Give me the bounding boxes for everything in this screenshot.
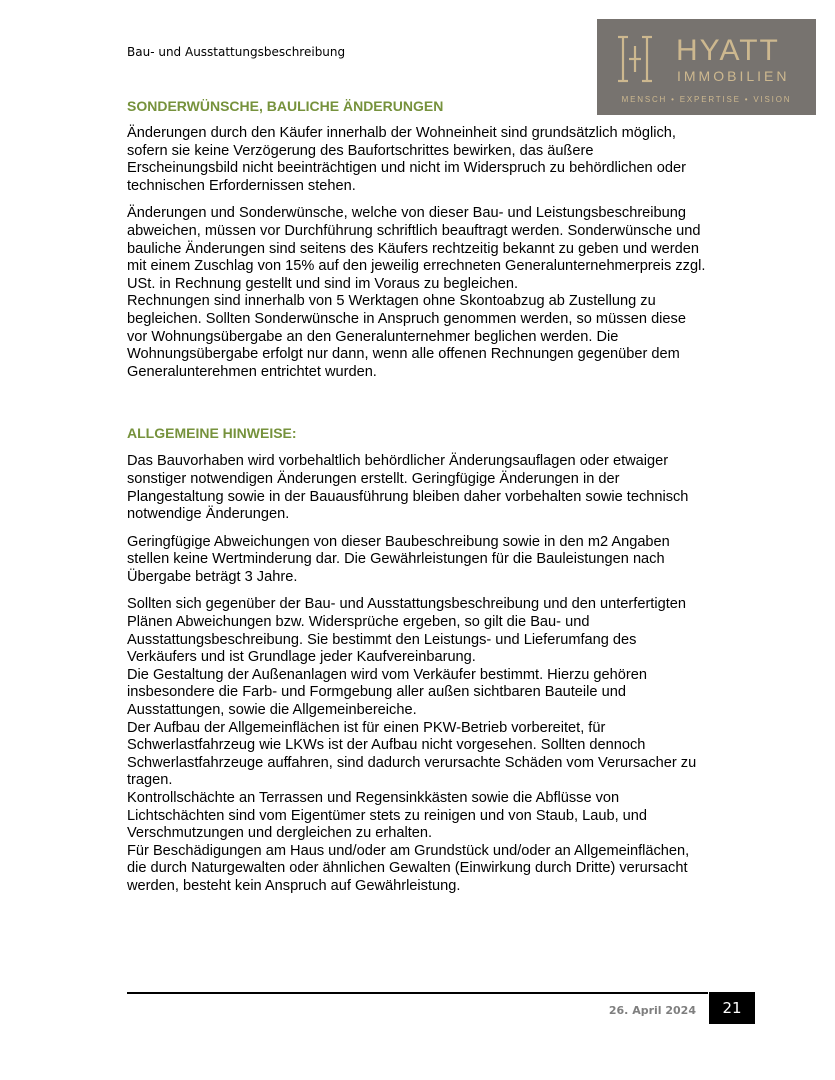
hyatt-monogram-icon — [615, 34, 655, 84]
section-general-notes — [127, 424, 707, 895]
logo-brand-text: HYATT — [676, 34, 780, 67]
paragraph: Das Bauvorhaben wird vorbehaltlich behördlicher Änderungsauflagen oder etwaiger sonstiger notwendigen Änderungen erstellt. Geringfügige Änderungen in der Plangestaltung sowie in der Bauausführung bleiben daher vorbehalten sowie technisch notwendige Änderungen. — [127, 453, 689, 523]
paragraph: Der Aufbau der Allgemeinflächen ist für einen PKW-Betrieb vorbereitet, für Schwerlastfahrzeug wie LKWs ist der Aufbau nicht vorgesehen. Sollten dennoch Schwerlastfahrzeuge auffahren, sind dadurch verursachte Schäden vom Verursacher zu tragen. — [127, 719, 697, 789]
paragraph: Änderungen durch den Käufer innerhalb der Wohneinheit sind grundsätzlich möglich, sofern sie keine Verzögerung des Baufortschrittes bewirken, das äußere Erscheinungsbild nicht beeinträchtigen und nicht im Widerspruch zu behördlichen oder technischen Erfordernissen stehen. — [127, 125, 686, 194]
section-special-requests — [127, 97, 707, 381]
paragraph: Rechnungen sind innerhalb von 5 Werktagen ohne Skontoabzug ab Zustellung zu begleichen. Sollten Sonderwünsche in Anspruch genommen werden, so müssen diese vor Wohnungsübergabe an den Generalunternehmer beglichen werden. Die Wohnungsübergabe erfolgt nur dann, wenn alle offenen Rechnungen gegenüber dem Generalunterehmen entrichtet wurden. — [127, 293, 686, 380]
section-heading: SONDERWÜNSCHE, BAULICHE ÄNDERUNGEN — [127, 98, 444, 114]
paragraph: Kontrollschächte an Terrassen und Regensinkkästen sowie die Abflüsse von Lichtschächten sind vom Eigentümer stets zu reinigen und von Staub, Laub, und Verschmutzungen und dergleichen zu erhalten. — [127, 790, 648, 842]
logo-tagline: MENSCH • EXPERTISE • VISION — [621, 95, 792, 104]
document-body — [127, 97, 707, 896]
paragraph: Für Beschädigungen am Haus und/oder am Grundstück und/oder an Allgemeinflächen, die durch Naturgewalten oder ähnlichen Gewalten (Einwirkung durch Dritte) verursacht werden, besteht kein Anspruch auf Gewährleistung. — [127, 842, 690, 894]
section-heading: ALLGEMEINE HINWEISE: — [127, 425, 297, 442]
footer-divider — [127, 992, 708, 994]
paragraph: Sollten sich gegenüber der Bau- und Ausstattungsbeschreibung und den unterfertigten Plänen Abweichungen bzw. Widersprüche ergeben, so gilt die Bau- und Ausstattungsbeschreibung. Sie bestimmt den Leistungs- und Lieferumfang des Verkäufers und ist Grundlage jeder Kaufvereinbarung. — [127, 596, 687, 666]
logo-subtitle: IMMOBILIEN — [677, 68, 790, 84]
footer-date: 26. April 2024 — [608, 1004, 696, 1017]
paragraph: Änderungen und Sonderwünsche, welche von dieser Bau- und Leistungsbeschreibung abweichen, müssen vor Durchführung schriftlich beauftragt werden. Sonderwünsche und bauliche Änderungen sind seitens des Käufers rechtzeitig bekannt zu geben und werden mit einem Zuschlag von 15% auf den jeweilig errechneten Generalunternehmerpreis zzgl. USt. in Rechnung gestellt und sind im Voraus zu begleichen. — [127, 205, 706, 292]
paragraph: Die Gestaltung der Außenanlagen wird vom Verkäufer bestimmt. Hierzu gehören insbesondere die Farb- und Formgebung aller außen sichtbaren Bauteile und Ausstattungen, sowie die Allgemeinbereiche. — [127, 666, 647, 719]
document-title: Bau- und Ausstattungsbeschreibung — [127, 45, 346, 59]
paragraph: Geringfügige Abweichungen von dieser Baubeschreibung sowie in den m2 Angaben stellen keine Wertminderung dar. Die Gewährleistungen für die Bauleistungen nach Übergabe beträgt 3 Jahre. — [127, 533, 670, 585]
page-number: 21 — [709, 992, 755, 1024]
